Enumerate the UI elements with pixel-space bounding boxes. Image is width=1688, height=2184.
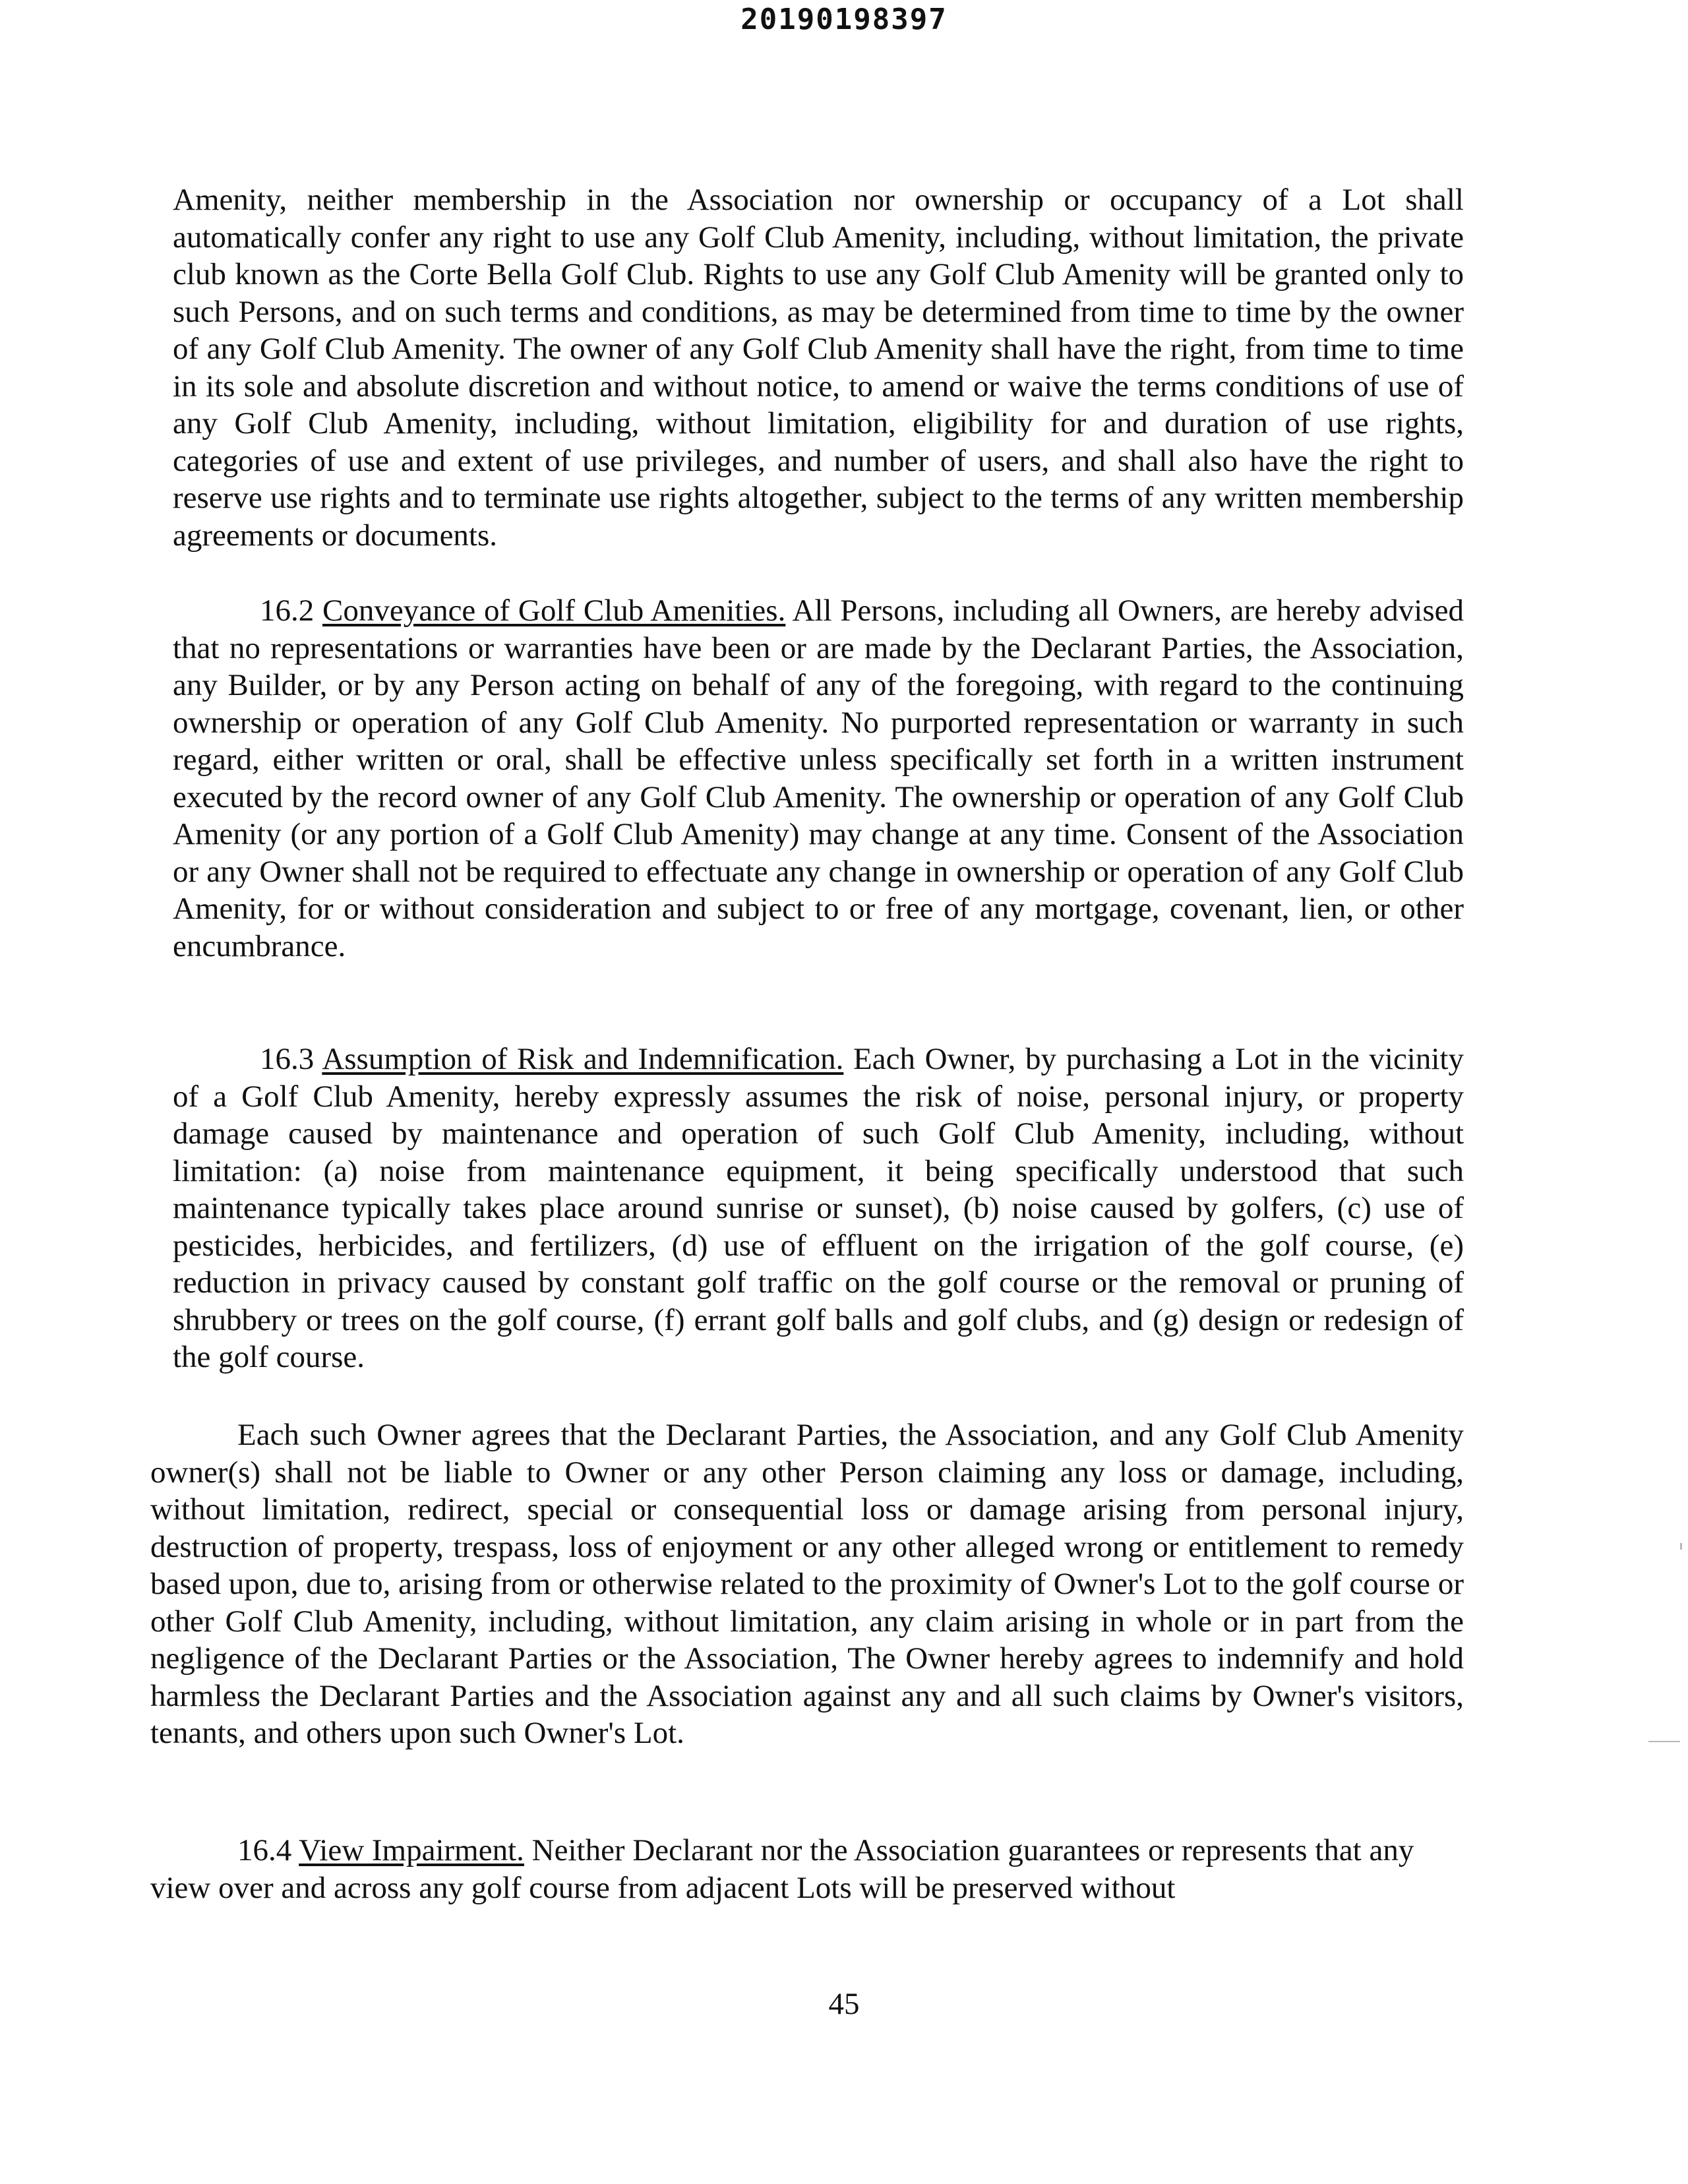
section-number: 16.3	[260, 1042, 315, 1076]
document-number: 20190198397	[740, 3, 948, 36]
scan-mark	[1680, 1543, 1682, 1550]
section-number: 16.2	[260, 593, 315, 628]
section-16-4-view-impairment	[150, 1832, 1464, 1906]
section-text: Neither Declarant nor the Association guarantees or represents that any view over and across any golf course from adjacent Lots will be preserved without	[150, 1833, 1414, 1905]
paragraph-text: Each such Owner agrees that the Declarant Parties, the Association, and any Golf Club Amenity owner(s) shall not be liable to Owner or any other Person claiming any loss or damage, including, without limitation, redirect, special or consequential loss or damage arising from personal injury, destruction of property, trespass, loss of enjoyment or any other alleged wrong or entitlement to remedy based upon, due to, arising from or otherwise related to the proximity of Owner's Lot to the golf course or other Golf Club Amenity, including, without limitation, any claim arising in whole or in part from the negligence of the Declarant Parties or the Association, The Owner hereby agrees to indemnify and hold harmless the Declarant Parties and the Association against any and all such claims by Owner's visitors, tenants, and others upon such Owner's Lot.	[150, 1418, 1464, 1750]
paragraph-indemnification	[150, 1416, 1464, 1752]
section-number: 16.4	[237, 1833, 292, 1867]
section-heading: Conveyance of Golf Club Amenities.	[322, 593, 786, 628]
section-heading: View Impairment.	[299, 1833, 524, 1867]
paragraph-continued-amenity	[173, 181, 1464, 554]
scan-mark	[1648, 1741, 1680, 1742]
section-text: All Persons, including all Owners, are hereby advised that no representations or warranties have been or are made by the Declarant Parties, the Association, any Builder, or by any Person acting on behalf of any of the foregoing, with regard to the continuing ownership or operation of any Golf Club Amenity. No purported representation or warranty in such regard, either written or oral, shall be effective unless specifically set forth in a written instrument executed by the record owner of any Golf Club Amenity. The ownership or operation of any Golf Club Amenity (or any portion of a Golf Club Amenity) may change at any time. Consent of the Association or any Owner shall not be required to effectuate any change in ownership or operation of any Golf Club Amenity, for or without consideration and subject to or free of any mortgage, covenant, lien, or other encumbrance.	[173, 593, 1464, 963]
section-heading: Assumption of Risk and Indemnification.	[322, 1042, 844, 1076]
section-text: Each Owner, by purchasing a Lot in the vicinity of a Golf Club Amenity, hereby expressly assumes the risk of noise, personal injury, or property damage caused by maintenance and operation of such Golf Club Amenity, including, without limitation: (a) noise from maintenance equipment, it being specifically understood that such maintenance typically takes place around sunrise or sunset), (b) noise caused by golfers, (c) use of pesticides, herbicides, and fertilizers, (d) use of effluent on the irrigation of the golf course, (e) reduction in privacy caused by constant golf traffic on the golf course or the removal or pruning of shrubbery or trees on the golf course, (f) errant golf balls and golf clubs, and (g) design or redesign of the golf course.	[173, 1042, 1464, 1374]
section-16-2-conveyance	[173, 592, 1464, 965]
paragraph-text: Amenity, neither membership in the Association nor ownership or occupancy of a Lot shall automatically confer any right to use any Golf Club Amenity, including, without limitation, the private club known as the Corte Bella Golf Club. Rights to use any Golf Club Amenity will be granted only to such Persons, and on such terms and conditions, as may be determined from time to time by the owner of any Golf Club Amenity. The owner of any Golf Club Amenity shall have the right, from time to time in its sole and absolute discretion and without notice, to amend or waive the terms conditions of use of any Golf Club Amenity, including, without limitation, eligibility for and duration of use rights, categories of use and extent of use privileges, and number of users, and shall also have the right to reserve use rights and to terminate use rights altogether, subject to the terms of any written membership agreements or documents.	[173, 183, 1464, 553]
section-16-3-assumption-of-risk	[173, 1041, 1464, 1376]
page-number: 45	[828, 1987, 860, 2021]
